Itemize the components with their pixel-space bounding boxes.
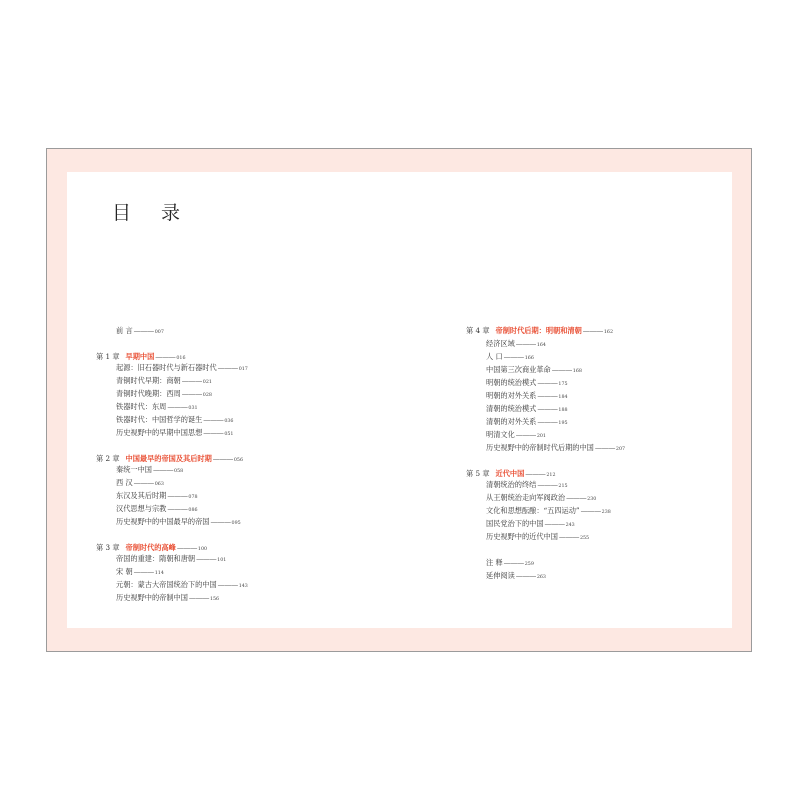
chapter-number: 第 2 章 (96, 454, 120, 463)
page-number: 263 (536, 575, 546, 580)
toc-entry (486, 365, 582, 377)
leader-dash: ——— (537, 480, 558, 489)
toc-entry (486, 506, 611, 518)
entry-title: 经济区域 (486, 339, 515, 348)
page-number: 036 (224, 419, 234, 424)
entry-title: 历史视野中的帝制时代后期的中国 (486, 443, 594, 452)
leader-dash: ——— (594, 443, 615, 452)
entry-title: 清朝统治的终结 (486, 480, 537, 489)
page-number: 114 (154, 571, 164, 576)
chapter-number: 第 5 章 (466, 469, 490, 478)
toc-entry (116, 465, 183, 477)
entry-title: 明朝的统治模式 (486, 378, 537, 387)
toc-entry (486, 480, 568, 492)
leader-dash: ——— (537, 378, 558, 387)
entry-title: 青铜时代晚期：西周 (116, 389, 181, 398)
chapter-title: 帝制时代的高峰 (125, 543, 176, 552)
toc-entry (486, 417, 568, 429)
entry-title: 文化和思想酝酿：“五四运动” (486, 506, 580, 515)
page-number: 238 (601, 510, 611, 515)
entry-title: 东汉及其后时期 (116, 491, 167, 500)
leader-dash: ——— (515, 571, 536, 580)
chapter-title: 早期中国 (125, 352, 155, 361)
toc-entry (116, 326, 164, 338)
page-number: 031 (188, 406, 198, 411)
page-number: 051 (224, 432, 234, 437)
entry-title: 明朝的对外关系 (486, 391, 537, 400)
leader-dash: ——— (503, 352, 524, 361)
leader-dash: ——— (537, 391, 558, 400)
entry-title: 铁器时代：中国哲学的诞生 (116, 415, 203, 424)
entry-title: 中国第三次商业革命 (486, 365, 551, 374)
page-number: 255 (579, 536, 590, 541)
page-number: 259 (524, 562, 534, 567)
leader-dash: ——— (203, 415, 224, 424)
toc-entry (116, 517, 241, 529)
chapter-title: 近代中国 (495, 469, 525, 478)
leader-dash: ——— (181, 389, 202, 398)
entry-title: 西 汉 (116, 478, 133, 487)
page-number: 212 (546, 473, 556, 478)
entry-title: 历史视野中的早期中国思想 (116, 428, 203, 437)
page-number: 063 (154, 482, 164, 487)
entry-title: 历史视野中的中国最早的帝国 (116, 517, 210, 526)
leader-dash: ——— (188, 593, 209, 602)
entry-title: 元朝：蒙古大帝国统治下的中国 (116, 580, 217, 589)
entry-title: 清朝的对外关系 (486, 417, 537, 426)
entry-title: 宋 朝 (116, 567, 133, 576)
entry-title: 从王朝统治走向军阀政治 (486, 493, 566, 502)
page-number: 016 (176, 356, 186, 361)
toc-entry (486, 571, 546, 583)
page-number: 156 (209, 597, 220, 602)
entry-title: 起源：旧石器时代与新石器时代 (116, 363, 217, 372)
leader-dash: ——— (503, 558, 524, 567)
page-number: 028 (202, 393, 212, 398)
toc-entry (116, 593, 219, 605)
toc-entry (116, 478, 164, 490)
leader-dash: ——— (515, 430, 536, 439)
leader-dash: ——— (525, 469, 546, 478)
leader-dash: ——— (580, 506, 601, 515)
entry-title: 历史视野中的帝制中国 (116, 593, 188, 602)
leader-dash: ——— (167, 504, 188, 513)
page-number: 162 (603, 330, 614, 335)
page-number: 078 (188, 495, 198, 500)
entry-title: 延伸阅读 (486, 571, 515, 580)
page-number: 175 (558, 382, 568, 387)
entry-title: 人 口 (486, 352, 503, 361)
toc-entry (486, 519, 575, 531)
page-number: 143 (238, 584, 248, 589)
page-number: 166 (524, 356, 534, 361)
leader-dash: ——— (551, 365, 572, 374)
page-number: 021 (202, 380, 212, 385)
toc-entry (486, 352, 534, 364)
page-number: 056 (233, 458, 244, 463)
leader-dash: ——— (167, 402, 188, 411)
leader-dash: ——— (196, 554, 217, 563)
page-number: 195 (558, 421, 568, 426)
toc-entry (486, 443, 625, 455)
page-number: 243 (565, 523, 575, 528)
chapter-number: 第 4 章 (466, 326, 490, 335)
chapter-number: 第 3 章 (96, 543, 120, 552)
page-number: 207 (615, 447, 626, 452)
toc-entry (486, 404, 568, 416)
page-number: 168 (572, 369, 582, 374)
toc-entry (486, 339, 546, 351)
toc-entry (486, 558, 534, 570)
leader-dash: ——— (133, 478, 154, 487)
page-number: 188 (558, 408, 568, 413)
page-number: 095 (231, 521, 241, 526)
leader-dash: ——— (544, 519, 565, 528)
page-number: 201 (536, 434, 546, 439)
leader-dash: ——— (558, 532, 579, 541)
leader-dash: ——— (515, 339, 536, 348)
leader-dash: ——— (217, 363, 238, 372)
leader-dash: ——— (181, 376, 202, 385)
page-number: 101 (217, 558, 227, 563)
leader-dash: ——— (537, 404, 558, 413)
leader-dash: ——— (203, 428, 224, 437)
toc-entry (486, 532, 589, 544)
toc-entry (486, 493, 596, 505)
toc-entry (116, 580, 248, 592)
entry-title: 前 言 (116, 326, 133, 335)
toc-entry (486, 430, 546, 442)
chapter-title: 帝制时代后期：明朝和清朝 (495, 326, 582, 335)
page-number: 100 (197, 547, 208, 552)
toc-entry (116, 567, 164, 579)
toc-entry (116, 376, 212, 388)
page-number: 007 (154, 330, 164, 335)
leader-dash: ——— (155, 352, 176, 361)
entry-title: 清朝的统治模式 (486, 404, 537, 413)
toc-entry (116, 504, 198, 516)
entry-title: 注 释 (486, 558, 503, 567)
entry-title: 明清文化 (486, 430, 515, 439)
toc-entry (116, 363, 248, 375)
leader-dash: ——— (133, 567, 154, 576)
leader-dash: ——— (167, 491, 188, 500)
toc-entry (486, 391, 568, 403)
chapter-title: 中国最早的帝国及其后时期 (125, 454, 212, 463)
page-number: 164 (536, 343, 546, 348)
entry-title: 国民党治下的中国 (486, 519, 544, 528)
toc-entry (116, 491, 198, 503)
toc-entry (116, 402, 198, 414)
entry-title: 汉代思想与宗教 (116, 504, 167, 513)
entry-title: 帝国的重建：隋朝和唐朝 (116, 554, 196, 563)
entry-title: 秦统一中国 (116, 465, 152, 474)
page-number: 184 (558, 395, 568, 400)
page-title: 目 录 (112, 202, 193, 224)
leader-dash: ——— (210, 517, 231, 526)
entry-title: 铁器时代：东周 (116, 402, 167, 411)
page-number: 086 (188, 508, 198, 513)
entry-title: 历史视野中的近代中国 (486, 532, 558, 541)
toc-entry (116, 554, 226, 566)
page-number: 215 (558, 484, 568, 489)
toc-entry (116, 389, 212, 401)
chapter-number: 第 1 章 (96, 352, 120, 361)
toc-entry (116, 428, 233, 440)
entry-title: 青铜时代早期：商朝 (116, 376, 181, 385)
page-number: 230 (587, 497, 597, 502)
leader-dash: ——— (566, 493, 587, 502)
page-number: 017 (238, 367, 248, 372)
toc-entry (116, 415, 233, 427)
toc-chapter (466, 326, 613, 338)
leader-dash: ——— (176, 543, 197, 552)
leader-dash: ——— (582, 326, 603, 335)
page-number: 058 (174, 469, 184, 474)
leader-dash: ——— (537, 417, 558, 426)
leader-dash: ——— (133, 326, 154, 335)
leader-dash: ——— (212, 454, 233, 463)
toc-entry (486, 378, 568, 390)
leader-dash: ——— (217, 580, 238, 589)
leader-dash: ——— (152, 465, 174, 474)
